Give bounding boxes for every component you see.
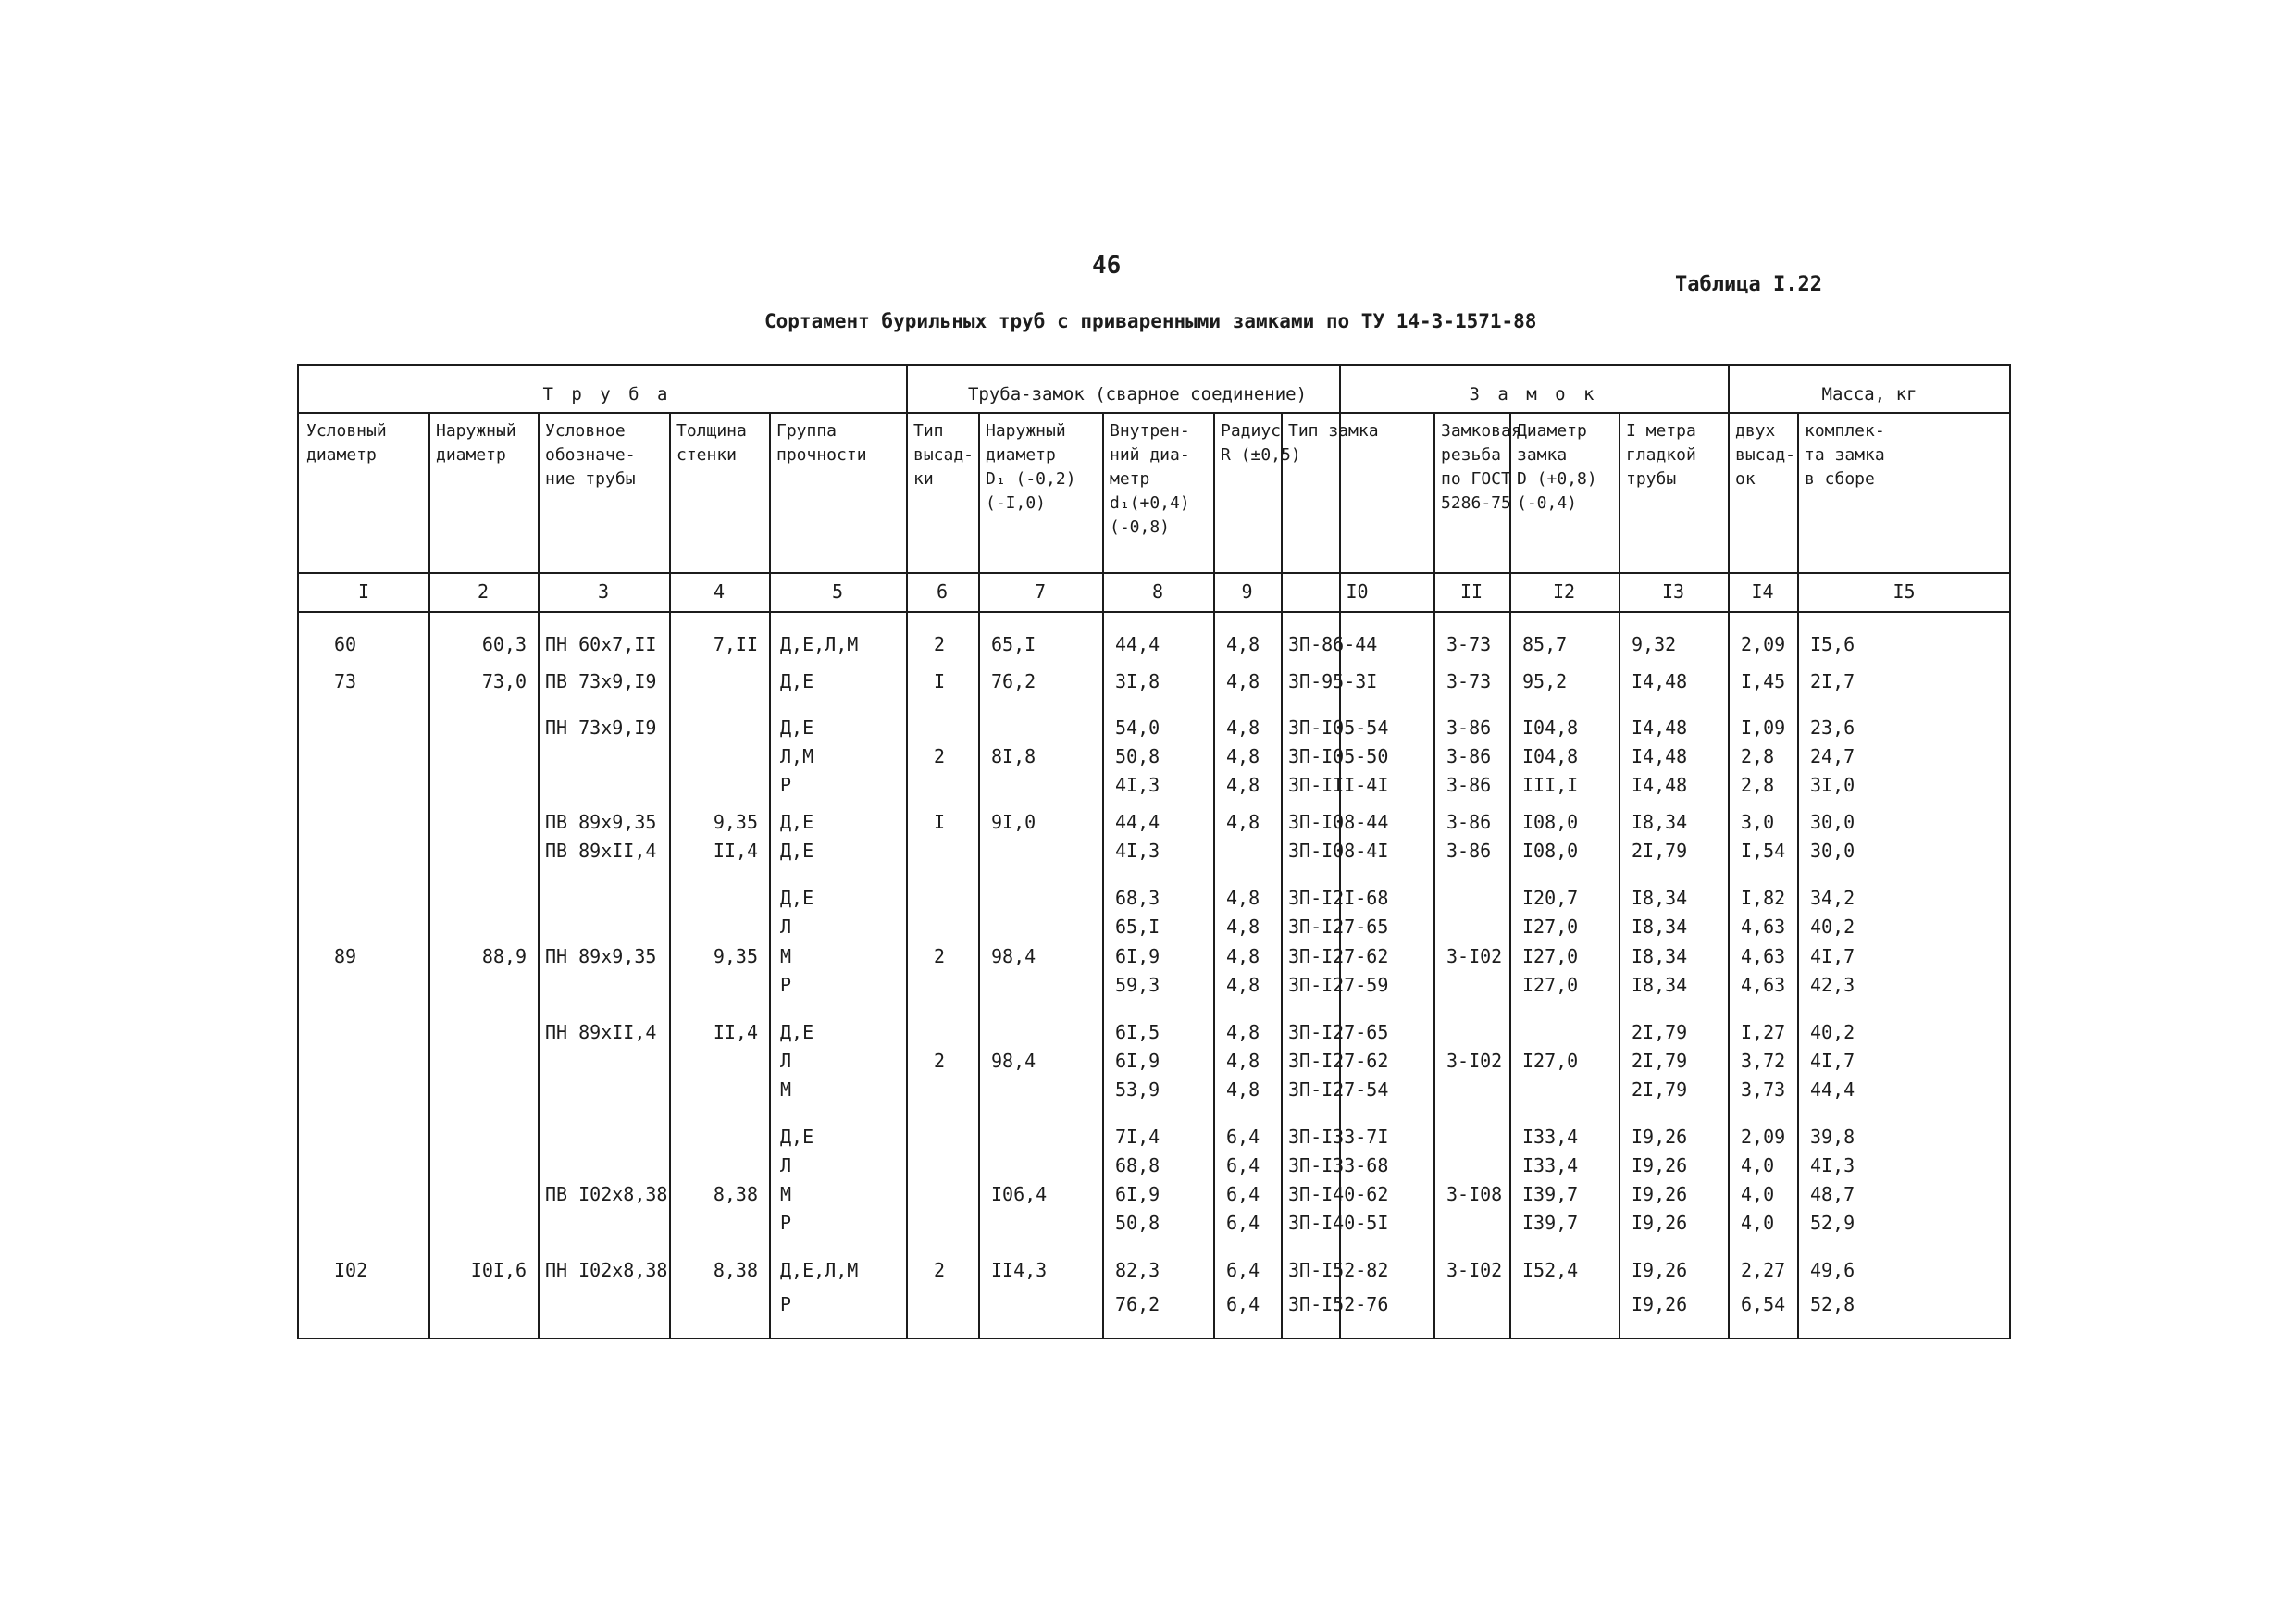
table-cell: 2I,79 bbox=[1632, 1078, 1688, 1101]
table-cell: 4,8 bbox=[1226, 945, 1260, 967]
table-cell: ЗП-I27-54 bbox=[1288, 1078, 1389, 1101]
table-rule bbox=[1509, 412, 1511, 1338]
table-cell: 2 bbox=[934, 633, 946, 655]
group-header-lock: З а м о к bbox=[1469, 384, 1598, 405]
table-cell: 8I,8 bbox=[991, 745, 1036, 767]
column-header-14-line: высад- bbox=[1735, 445, 1796, 465]
table-cell: 2,09 bbox=[1741, 633, 1786, 655]
table-cell: I4,48 bbox=[1632, 774, 1688, 796]
table-cell: 4,8 bbox=[1226, 1050, 1260, 1072]
table-cell: I20,7 bbox=[1522, 887, 1579, 909]
column-header-12-line: Диаметр bbox=[1517, 421, 1587, 441]
table-cell: ПВ I02x8,38 bbox=[545, 1183, 668, 1205]
table-cell: Л bbox=[780, 915, 792, 938]
column-header-8-line: ний диа- bbox=[1110, 445, 1190, 465]
table-rule bbox=[906, 366, 908, 1338]
table-cell: 3,0 bbox=[1741, 811, 1775, 833]
column-header-7-line: диаметр bbox=[986, 445, 1056, 465]
table-rule bbox=[978, 412, 980, 1338]
table-cell: Р bbox=[780, 774, 792, 796]
column-header-15-line: комплек- bbox=[1805, 421, 1885, 441]
table-cell: Д,Е bbox=[780, 840, 814, 862]
column-header-2-line: диаметр bbox=[436, 445, 506, 465]
table-label: Таблица I.22 bbox=[1675, 273, 1822, 296]
table-cell: 98,4 bbox=[991, 945, 1036, 967]
table-cell: I27,0 bbox=[1522, 945, 1579, 967]
table-cell: Л bbox=[780, 1050, 792, 1072]
table-cell: I27,0 bbox=[1522, 974, 1579, 996]
table-cell: I,45 bbox=[1741, 670, 1786, 692]
table-rule bbox=[538, 412, 540, 1338]
table-cell: Л,М bbox=[780, 745, 814, 767]
table-cell: 68,8 bbox=[1115, 1154, 1160, 1177]
table-cell: ЗП-III-4I bbox=[1288, 774, 1389, 796]
table-cell: I02 bbox=[334, 1259, 368, 1281]
table-cell: 8,38 bbox=[713, 1259, 758, 1281]
column-header-6-line: ки bbox=[913, 469, 934, 489]
table-cell: 53,9 bbox=[1115, 1078, 1160, 1101]
table-cell: 3-73 bbox=[1446, 633, 1492, 655]
table-cell: 73,0 bbox=[481, 670, 527, 692]
table-cell: 9I,0 bbox=[991, 811, 1036, 833]
table-rule bbox=[428, 412, 430, 1338]
column-number-10: I0 bbox=[1346, 580, 1369, 603]
table-cell: I9,26 bbox=[1632, 1212, 1688, 1234]
column-header-2-line: Наружный bbox=[436, 421, 516, 441]
table-cell: I8,34 bbox=[1632, 974, 1688, 996]
column-header-13-line: гладкой bbox=[1626, 445, 1696, 465]
column-header-8-line: Внутрен- bbox=[1110, 421, 1190, 441]
table-cell: ЗП-I27-65 bbox=[1288, 915, 1389, 938]
column-number-1: I bbox=[357, 580, 370, 603]
table-cell: ПН 73x9,I9 bbox=[545, 716, 657, 739]
table-cell: 2 bbox=[934, 745, 946, 767]
table-cell: III,I bbox=[1522, 774, 1579, 796]
table-cell: 30,0 bbox=[1810, 811, 1855, 833]
column-number-14: I4 bbox=[1751, 580, 1774, 603]
table-cell: 4,8 bbox=[1226, 915, 1260, 938]
table-cell: 6,4 bbox=[1226, 1183, 1260, 1205]
column-number-13: I3 bbox=[1661, 580, 1685, 603]
table-cell: 4,8 bbox=[1226, 1078, 1260, 1101]
table-cell: I27,0 bbox=[1522, 915, 1579, 938]
assortment-table bbox=[297, 364, 2011, 1339]
table-rule bbox=[1728, 366, 1730, 1338]
column-header-12-line: замка bbox=[1517, 445, 1568, 465]
column-header-5-line: Группа bbox=[776, 421, 838, 441]
column-header-8-line: d₁(+0,4) bbox=[1110, 493, 1190, 513]
table-cell: 2 bbox=[934, 1050, 946, 1072]
table-rule bbox=[1213, 412, 1215, 1338]
table-cell: 40,2 bbox=[1810, 915, 1855, 938]
table-cell: I8,34 bbox=[1632, 915, 1688, 938]
column-header-8-line: (-0,8) bbox=[1110, 517, 1171, 537]
table-cell: 6,4 bbox=[1226, 1259, 1260, 1281]
table-cell: 4I,3 bbox=[1115, 840, 1160, 862]
table-cell: Р bbox=[780, 974, 792, 996]
column-header-13-line: I метра bbox=[1626, 421, 1696, 441]
table-cell: ЗП-I40-5I bbox=[1288, 1212, 1389, 1234]
column-number-11: II bbox=[1459, 580, 1483, 603]
table-cell: ПВ 89x9,35 bbox=[545, 811, 657, 833]
table-cell: I33,4 bbox=[1522, 1154, 1579, 1177]
table-cell: 4I,7 bbox=[1810, 945, 1855, 967]
table-cell: 50,8 bbox=[1115, 745, 1160, 767]
column-header-1-line: диаметр bbox=[306, 445, 377, 465]
table-cell: 3-86 bbox=[1446, 811, 1492, 833]
table-cell: ЗП-I27-62 bbox=[1288, 945, 1389, 967]
table-cell: 65,I bbox=[1115, 915, 1160, 938]
table-cell: 3,73 bbox=[1741, 1078, 1786, 1101]
group-header-mass: Масса, кг bbox=[1821, 384, 1917, 405]
table-cell: 4,8 bbox=[1226, 670, 1260, 692]
column-number-12: I2 bbox=[1552, 580, 1576, 603]
table-cell: 4,8 bbox=[1226, 974, 1260, 996]
table-cell: Д,Е bbox=[780, 887, 814, 909]
column-number-8: 8 bbox=[1151, 580, 1164, 603]
column-header-11-line: резьба bbox=[1441, 445, 1502, 465]
table-cell: Р bbox=[780, 1212, 792, 1234]
table-cell: 4,0 bbox=[1741, 1212, 1775, 1234]
table-cell: 2,09 bbox=[1741, 1126, 1786, 1148]
table-cell: 23,6 bbox=[1810, 716, 1855, 739]
column-header-4-line: стенки bbox=[676, 445, 738, 465]
table-cell: 2 bbox=[934, 1259, 946, 1281]
column-header-3-line: обозначе- bbox=[545, 445, 636, 465]
table-cell: I0I,6 bbox=[470, 1259, 527, 1281]
table-cell: 4,0 bbox=[1741, 1183, 1775, 1205]
table-cell: 44,4 bbox=[1115, 633, 1160, 655]
table-cell: ЗП-I08-4I bbox=[1288, 840, 1389, 862]
column-header-5-line: прочности bbox=[776, 445, 867, 465]
table-cell: 52,8 bbox=[1810, 1293, 1855, 1315]
table-cell: I4,48 bbox=[1632, 670, 1688, 692]
table-cell: 50,8 bbox=[1115, 1212, 1160, 1234]
table-cell: ЗП-I27-59 bbox=[1288, 974, 1389, 996]
table-cell: I06,4 bbox=[991, 1183, 1048, 1205]
table-cell: 2,8 bbox=[1741, 745, 1775, 767]
table-cell: ЗП-I27-62 bbox=[1288, 1050, 1389, 1072]
column-header-10-line: Тип замка bbox=[1288, 421, 1379, 441]
table-cell: 4,63 bbox=[1741, 945, 1786, 967]
table-cell: 40,2 bbox=[1810, 1021, 1855, 1043]
table-rule bbox=[299, 611, 2011, 613]
table-cell: I,09 bbox=[1741, 716, 1786, 739]
column-header-12-line: (-0,4) bbox=[1517, 493, 1578, 513]
table-cell: ЗП-I33-7I bbox=[1288, 1126, 1389, 1148]
table-cell: ПН 89x9,35 bbox=[545, 945, 657, 967]
table-cell: 6I,9 bbox=[1115, 1183, 1160, 1205]
table-cell: 9,35 bbox=[713, 945, 758, 967]
column-number-5: 5 bbox=[831, 580, 844, 603]
table-cell: I39,7 bbox=[1522, 1212, 1579, 1234]
table-cell: 8,38 bbox=[713, 1183, 758, 1205]
table-cell: I9,26 bbox=[1632, 1154, 1688, 1177]
column-header-3-line: ние трубы bbox=[545, 469, 636, 489]
table-cell: I4,48 bbox=[1632, 745, 1688, 767]
table-cell: I08,0 bbox=[1522, 811, 1579, 833]
column-number-6: 6 bbox=[936, 580, 949, 603]
table-cell: 24,7 bbox=[1810, 745, 1855, 767]
table-cell: 6I,9 bbox=[1115, 945, 1160, 967]
table-cell: 4,8 bbox=[1226, 1021, 1260, 1043]
table-cell: 6,54 bbox=[1741, 1293, 1786, 1315]
table-cell: 76,2 bbox=[991, 670, 1036, 692]
column-number-9: 9 bbox=[1241, 580, 1253, 603]
table-cell: 54,0 bbox=[1115, 716, 1160, 739]
table-cell: 48,7 bbox=[1810, 1183, 1855, 1205]
table-cell: 4I,7 bbox=[1810, 1050, 1855, 1072]
page-number: 46 bbox=[1092, 252, 1122, 280]
table-cell: 7I,4 bbox=[1115, 1126, 1160, 1148]
column-header-11-line: по ГОСТ bbox=[1441, 469, 1511, 489]
table-cell: 2,8 bbox=[1741, 774, 1775, 796]
table-cell: I52,4 bbox=[1522, 1259, 1579, 1281]
table-cell: Д,Е,Л,М bbox=[780, 633, 859, 655]
table-cell: ПВ 89xII,4 bbox=[545, 840, 657, 862]
table-cell: I04,8 bbox=[1522, 745, 1579, 767]
table-cell: 4I,3 bbox=[1115, 774, 1160, 796]
table-cell: 3-I08 bbox=[1446, 1183, 1503, 1205]
column-number-15: I5 bbox=[1893, 580, 1916, 603]
column-number-7: 7 bbox=[1034, 580, 1047, 603]
table-cell: ПН 60x7,II bbox=[545, 633, 657, 655]
table-cell: I,27 bbox=[1741, 1021, 1786, 1043]
column-header-14-line: двух bbox=[1735, 421, 1776, 441]
table-cell: 6,4 bbox=[1226, 1154, 1260, 1177]
column-header-6-line: Тип bbox=[913, 421, 944, 441]
table-cell: 82,3 bbox=[1115, 1259, 1160, 1281]
table-cell: ЗП-86-44 bbox=[1288, 633, 1378, 655]
table-cell: 3-I02 bbox=[1446, 945, 1503, 967]
column-header-7-line: D₁ (-0,2) bbox=[986, 469, 1076, 489]
table-rule bbox=[1433, 412, 1435, 1338]
table-cell: I39,7 bbox=[1522, 1183, 1579, 1205]
table-cell: 3,72 bbox=[1741, 1050, 1786, 1072]
table-cell: ЗП-I05-50 bbox=[1288, 745, 1389, 767]
table-cell: 2 bbox=[934, 945, 946, 967]
table-cell: II,4 bbox=[713, 840, 758, 862]
table-rule bbox=[1102, 412, 1104, 1338]
table-cell: 4,8 bbox=[1226, 633, 1260, 655]
table-cell: I33,4 bbox=[1522, 1126, 1579, 1148]
table-cell: 4,8 bbox=[1226, 745, 1260, 767]
table-cell: ПВ 73x9,I9 bbox=[545, 670, 657, 692]
table-rule bbox=[1797, 412, 1799, 1338]
group-header-pipe: Т р у б а bbox=[542, 384, 672, 405]
table-cell: 59,3 bbox=[1115, 974, 1160, 996]
table-cell: 3-86 bbox=[1446, 840, 1492, 862]
table-cell: I9,26 bbox=[1632, 1259, 1688, 1281]
table-cell: 3-86 bbox=[1446, 745, 1492, 767]
table-cell: ЗП-I2I-68 bbox=[1288, 887, 1389, 909]
table-cell: 42,3 bbox=[1810, 974, 1855, 996]
column-header-11-line: Замковая bbox=[1441, 421, 1521, 441]
table-cell: I,54 bbox=[1741, 840, 1786, 862]
table-cell: ЗП-I40-62 bbox=[1288, 1183, 1389, 1205]
table-cell: I9,26 bbox=[1632, 1126, 1688, 1148]
table-cell: ПН I02x8,38 bbox=[545, 1259, 668, 1281]
group-header-weld: Труба-замок (сварное соединение) bbox=[967, 384, 1308, 405]
table-cell: 44,4 bbox=[1810, 1078, 1855, 1101]
table-cell: ЗП-I33-68 bbox=[1288, 1154, 1389, 1177]
column-header-15-line: та замка bbox=[1805, 445, 1885, 465]
table-cell: 85,7 bbox=[1522, 633, 1568, 655]
table-cell: Р bbox=[780, 1293, 792, 1315]
table-cell: 65,I bbox=[991, 633, 1036, 655]
table-rule bbox=[1281, 412, 1283, 1338]
table-cell: ЗП-I52-82 bbox=[1288, 1259, 1389, 1281]
table-cell: 3-86 bbox=[1446, 716, 1492, 739]
table-cell: 7,II bbox=[713, 633, 758, 655]
table-cell: 9,32 bbox=[1632, 633, 1677, 655]
table-cell: Л bbox=[780, 1154, 792, 1177]
document-title: Сортамент бурильных труб с приваренными замками по ТУ 14-3-1571-88 bbox=[764, 310, 1537, 332]
table-cell: 4,0 bbox=[1741, 1154, 1775, 1177]
table-cell: 44,4 bbox=[1115, 811, 1160, 833]
table-cell: I5,6 bbox=[1810, 633, 1855, 655]
table-cell: Д,Е,Л,М bbox=[780, 1259, 859, 1281]
table-cell: ЗП-I08-44 bbox=[1288, 811, 1389, 833]
table-rule bbox=[299, 572, 2011, 574]
table-cell: 2I,79 bbox=[1632, 840, 1688, 862]
column-header-12-line: D (+0,8) bbox=[1517, 469, 1597, 489]
table-cell: 98,4 bbox=[991, 1050, 1036, 1072]
column-header-4-line: Толщина bbox=[676, 421, 747, 441]
table-cell: I9,26 bbox=[1632, 1183, 1688, 1205]
column-header-3-line: Условное bbox=[545, 421, 626, 441]
column-header-15-line: в сборе bbox=[1805, 469, 1875, 489]
table-cell: Д,Е bbox=[780, 1126, 814, 1148]
table-rule bbox=[769, 412, 771, 1338]
table-cell: 68,3 bbox=[1115, 887, 1160, 909]
table-cell: 60,3 bbox=[481, 633, 527, 655]
table-cell: ЗП-I27-65 bbox=[1288, 1021, 1389, 1043]
table-cell: М bbox=[780, 945, 792, 967]
table-cell: 30,0 bbox=[1810, 840, 1855, 862]
table-cell: Д,Е bbox=[780, 1021, 814, 1043]
table-cell: 49,6 bbox=[1810, 1259, 1855, 1281]
table-cell: II,4 bbox=[713, 1021, 758, 1043]
column-header-14-line: ок bbox=[1735, 469, 1756, 489]
column-header-7-line: (-I,0) bbox=[986, 493, 1047, 513]
table-cell: 3-I02 bbox=[1446, 1259, 1503, 1281]
table-cell: 89 bbox=[334, 945, 357, 967]
table-cell: 4,63 bbox=[1741, 974, 1786, 996]
table-cell: 4,8 bbox=[1226, 716, 1260, 739]
table-cell: 4,63 bbox=[1741, 915, 1786, 938]
table-cell: I8,34 bbox=[1632, 811, 1688, 833]
column-number-4: 4 bbox=[713, 580, 726, 603]
column-number-2: 2 bbox=[477, 580, 490, 603]
column-header-9-line: Радиус bbox=[1221, 421, 1282, 441]
column-header-11-line: 5286-75 bbox=[1441, 493, 1511, 513]
table-cell: 2I,79 bbox=[1632, 1021, 1688, 1043]
column-header-9-line: R (±0,5) bbox=[1221, 445, 1301, 465]
table-cell: Д,Е bbox=[780, 811, 814, 833]
table-cell: I,82 bbox=[1741, 887, 1786, 909]
column-header-1-line: Условный bbox=[306, 421, 387, 441]
table-cell: 34,2 bbox=[1810, 887, 1855, 909]
table-cell: ЗП-I52-76 bbox=[1288, 1293, 1389, 1315]
table-cell: I8,34 bbox=[1632, 945, 1688, 967]
table-cell: 73 bbox=[334, 670, 357, 692]
table-cell: М bbox=[780, 1078, 792, 1101]
table-cell: 3-73 bbox=[1446, 670, 1492, 692]
table-cell: I04,8 bbox=[1522, 716, 1579, 739]
table-cell: I bbox=[934, 670, 946, 692]
table-cell: 76,2 bbox=[1115, 1293, 1160, 1315]
table-cell: 3I,0 bbox=[1810, 774, 1855, 796]
table-cell: 60 bbox=[334, 633, 357, 655]
table-cell: ЗП-95-3I bbox=[1288, 670, 1378, 692]
table-cell: I9,26 bbox=[1632, 1293, 1688, 1315]
table-cell: 6,4 bbox=[1226, 1126, 1260, 1148]
table-cell: I08,0 bbox=[1522, 840, 1579, 862]
table-cell: М bbox=[780, 1183, 792, 1205]
table-rule bbox=[1619, 412, 1620, 1338]
table-rule bbox=[299, 412, 2011, 414]
column-header-13-line: трубы bbox=[1626, 469, 1677, 489]
table-cell: I8,34 bbox=[1632, 887, 1688, 909]
table-cell: 4,8 bbox=[1226, 887, 1260, 909]
table-cell: I4,48 bbox=[1632, 716, 1688, 739]
table-cell: 3I,8 bbox=[1115, 670, 1160, 692]
table-cell: I bbox=[934, 811, 946, 833]
table-cell: I27,0 bbox=[1522, 1050, 1579, 1072]
table-cell: 3-86 bbox=[1446, 774, 1492, 796]
table-cell: 4,8 bbox=[1226, 811, 1260, 833]
table-cell: 2I,79 bbox=[1632, 1050, 1688, 1072]
table-cell: 39,8 bbox=[1810, 1126, 1855, 1148]
table-cell: 9,35 bbox=[713, 811, 758, 833]
table-cell: 6I,9 bbox=[1115, 1050, 1160, 1072]
table-cell: 3-I02 bbox=[1446, 1050, 1503, 1072]
table-cell: 88,9 bbox=[481, 945, 527, 967]
table-cell: 6,4 bbox=[1226, 1293, 1260, 1315]
table-cell: 4I,3 bbox=[1810, 1154, 1855, 1177]
table-cell: Д,Е bbox=[780, 716, 814, 739]
column-header-6-line: высад- bbox=[913, 445, 974, 465]
column-number-3: 3 bbox=[597, 580, 610, 603]
column-header-8-line: метр bbox=[1110, 469, 1150, 489]
table-cell: 2I,7 bbox=[1810, 670, 1855, 692]
table-cell: 95,2 bbox=[1522, 670, 1568, 692]
table-cell: 6I,5 bbox=[1115, 1021, 1160, 1043]
table-cell: 2,27 bbox=[1741, 1259, 1786, 1281]
table-cell: Д,Е bbox=[780, 670, 814, 692]
table-cell: 4,8 bbox=[1226, 774, 1260, 796]
table-cell: ЗП-I05-54 bbox=[1288, 716, 1389, 739]
table-cell: ПН 89xII,4 bbox=[545, 1021, 657, 1043]
table-cell: II4,3 bbox=[991, 1259, 1048, 1281]
column-header-7-line: Наружный bbox=[986, 421, 1066, 441]
table-cell: 6,4 bbox=[1226, 1212, 1260, 1234]
table-cell: 52,9 bbox=[1810, 1212, 1855, 1234]
